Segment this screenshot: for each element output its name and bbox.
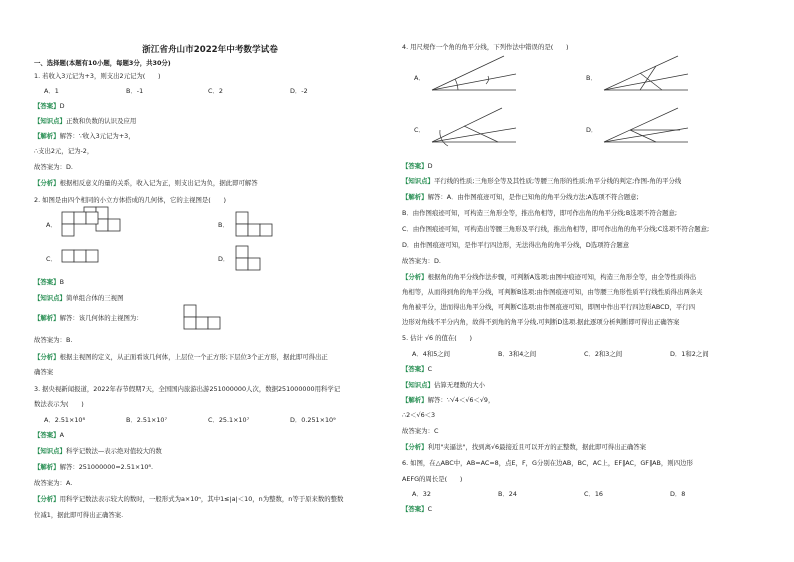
q4-option-c-figure [428, 104, 520, 148]
q5-conclusion: 故答案为：C [402, 427, 439, 435]
q4-analysis-c: C．由作图痕迹可知，可构造出等腰三角形及平行线，推出角相等，即可作出角的角平分线;C选项不符合题意; [402, 225, 710, 233]
q6-stem: 6. 如图，在△ABC中，AB=AC=8，点E，F，G分别在边AB，BC，AC上，EF∥AC，GF∥AB，则四边形 [402, 459, 693, 467]
q2-option-b-figure [234, 210, 278, 238]
q2-conclusion: 故答案为：B. [34, 336, 73, 344]
q4-conclusion: 故答案为：D. [402, 257, 441, 265]
q5-knowledge: 【知识点】估算无理数的大小 [402, 381, 486, 389]
q1-options [44, 88, 386, 94]
q6-option-d: D．8 [670, 490, 686, 498]
q3-answer: 【答案】A [34, 431, 64, 439]
q4-comment-3: 角角被平分，进而得出角平分线，可判断C选项;由作图痕迹可知，即图中作出平行四边形ABCD，平行四 [402, 303, 696, 311]
q5-analysis: 【解析】解答：∵√4＜√6＜√9， [402, 396, 495, 404]
q4-option-b: B． [586, 74, 597, 82]
q1-option-b: B．-1 [126, 87, 144, 95]
q1-conclusion: 故答案为：D. [34, 163, 73, 171]
q5-option-d: D．1和2之间 [670, 350, 709, 358]
q2-option-d-figure [234, 244, 266, 272]
q1-analysis: 【解析】解答：∵收入3元记为+3， [34, 132, 135, 140]
knowledge-tag: 【知识点】 [34, 117, 66, 125]
q4-answer: 【答案】D [402, 162, 433, 170]
q2-answer: 【答案】B [34, 278, 64, 286]
q3-comment-2: 位减1，据此即可得出正确答案. [34, 511, 124, 519]
q5-stem: 5. 估计 √6 的值在( ) [402, 334, 473, 342]
q5-answer: 【答案】C [402, 365, 433, 373]
q4-comment-2: 角相等，从而得到角的角平分线，可判断B选项;由作图痕迹可知，由等腰三角形性质平行线性质得出两条夹 [402, 288, 703, 296]
q2-stem: 2. 如图是由四个相同的小立方体搭成的几何体，它的主视图是( ) [34, 196, 227, 204]
q3-comment: 【分析】用科学记数法表示较大的数时，一般形式为a×10ⁿ，其中1≤|a|＜10，n为整数，n等于原来数的整数 [34, 495, 344, 503]
q2-comment-2: 确答案 [34, 368, 54, 376]
q5-comment: 【分析】利用"夹逼法"，找到离√6最接近且可以开方的正整数，据此即可得出正确答案 [402, 443, 647, 451]
left-column [34, 0, 386, 562]
q1-stem: 1. 若收入3元记为+3，则支出2元记为( ) [34, 72, 161, 80]
q1-analysis-2: ∴支出2元，记为-2， [34, 147, 94, 155]
q6-stem-2: AEFG的周长是( ) [402, 475, 463, 483]
q4-option-a-figure [428, 52, 520, 96]
q3-analysis: 【解析】解答：251000000=2.51×10⁸. [34, 463, 153, 471]
q1-option-d: D．-2 [290, 87, 308, 95]
q5-options [412, 351, 764, 357]
q2-comment: 【分析】根据主视图的定义，从正面看该几何体，上层位一个正方形;下层位3个正方形，据此即可得出正 [34, 353, 328, 361]
q2-analysis-figure [182, 303, 226, 331]
section-heading: 一、选择题(本题有10小题，每题3分，共30分) [34, 59, 171, 67]
q3-option-b: B．2.51×10⁷ [126, 416, 168, 424]
q1-option-a: A．1 [44, 87, 59, 95]
q2-option-c: C． [46, 255, 57, 263]
q4-option-b-figure [600, 52, 692, 96]
q3-option-a: A．2.51×10⁸ [44, 416, 86, 424]
q6-option-c: C．16 [584, 490, 603, 498]
q4-comment: 【分析】根据角的角平分线作法步骤，可判断A选项;由图中痕迹可知，构造三角形全等，由全等性质得出 [402, 273, 697, 281]
page-title: 浙江省舟山市2022年中考数学试卷 [142, 45, 278, 55]
q3-options [44, 417, 386, 423]
q4-analysis-b: B．由作图痕迹可知，可构造三角形全等，推出角相等，即可作出角的角平分线;B选项不符合题意; [402, 209, 678, 217]
q4-option-d: D． [586, 126, 598, 134]
q4-option-c: C． [414, 126, 425, 134]
q2-option-c-figure [60, 248, 104, 266]
q4-knowledge: 【知识点】平行线的性质;三角形全等及其性质;等腰三角形的性质;角平分线的判定;作图-角的平分线 [402, 177, 682, 185]
q4-option-a: A． [414, 74, 425, 82]
q3-stem: 3. 据央视新闻报道，2022年春节假期7天，全国国内旅游出游251000000人次，数据251000000用科学记 [34, 385, 341, 393]
q2-option-a-figure [60, 210, 104, 238]
q4-option-d-figure [600, 104, 692, 148]
analysis-tag: 【解析】 [34, 132, 60, 140]
q6-option-b: B．24 [498, 490, 517, 498]
answer-tag: 【答案】 [34, 102, 60, 110]
q4-stem: 4. 用尺规作一个角的角平分线，下列作法中错误的是( ) [402, 43, 569, 51]
q2-option-b: B． [218, 221, 229, 229]
q4-analysis: 【解析】解答：A．由作图痕迹可知，是作已知角的角平分线方法;A选项不符合题意; [402, 193, 639, 201]
q6-answer: 【答案】C [402, 505, 433, 513]
q4-comment-4: 边形对角线不平分内角，故得不到角的角平分线,可判断D选项.据此逐项分析判断即可得出正确答案 [402, 318, 680, 326]
q4-analysis-d: D．由作图痕迹可知，是作平行四边形，无法得出角的角平分线，D选项符合题意 [402, 241, 630, 249]
q3-option-c: C．25.1×10⁷ [208, 416, 250, 424]
q3-conclusion: 故答案为：A. [34, 479, 73, 487]
q2-analysis: 【解析】解答：该几何体的主视图为： [34, 314, 143, 322]
right-column [402, 0, 764, 562]
q1-option-c: C．2 [208, 87, 223, 95]
q3-option-d: D．0.251×10⁹ [290, 416, 336, 424]
comment-tag: 【分析】 [34, 179, 60, 187]
q5-option-a: A．4和5之间 [412, 350, 451, 358]
q1-knowledge: 【知识点】正数和负数的认识及应用 [34, 117, 137, 125]
q2-option-a: A． [46, 221, 57, 229]
q5-option-c: C．2和3之间 [584, 350, 623, 358]
q3-knowledge: 【知识点】科学记数法—表示绝对值较大的数 [34, 447, 162, 455]
q6-options [412, 491, 764, 497]
q5-option-b: B．3和4之间 [498, 350, 537, 358]
q5-analysis-2: ∴2＜√6＜3 [402, 411, 436, 419]
q6-option-a: A．32 [412, 490, 431, 498]
q2-option-d: D． [218, 255, 230, 263]
q3-stem-2: 数法表示为( ) [34, 400, 84, 408]
q1-comment: 【分析】根据相反意义的量的关系，收入记为正，则支出记为负，据此即可解答 [34, 179, 258, 187]
q2-knowledge: 【知识点】简单组合体的三视图 [34, 294, 124, 302]
q1-answer: 【答案】D [34, 102, 65, 110]
